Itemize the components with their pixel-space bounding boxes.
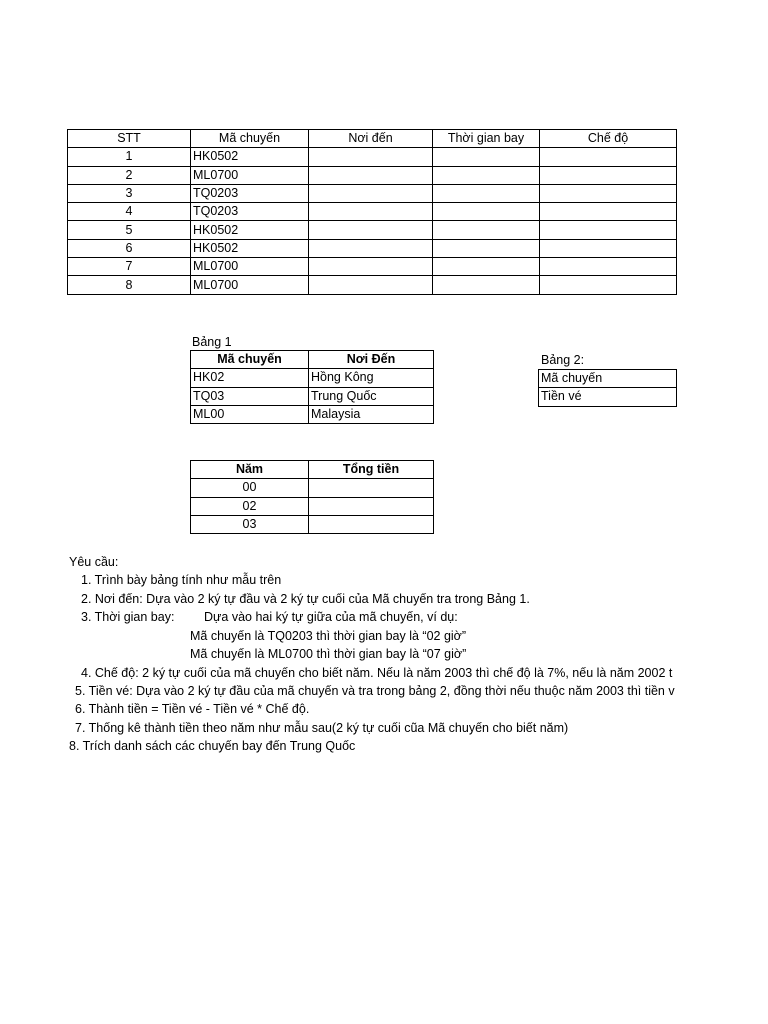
cell-stt: 3 bbox=[68, 184, 191, 202]
bang2-caption: Bảng 2: bbox=[541, 353, 585, 367]
cell-empty bbox=[433, 221, 540, 239]
cell-empty bbox=[540, 203, 677, 221]
cell-empty bbox=[540, 166, 677, 184]
summary-cell-year: 00 bbox=[191, 479, 309, 497]
bang2-cell-tien-ve: Tiền vé bbox=[539, 388, 677, 406]
bang1-caption: Bảng 1 bbox=[192, 335, 232, 349]
bang1-cell-destination: Hồng Kông bbox=[309, 369, 434, 387]
cell-empty bbox=[309, 515, 434, 533]
cell-empty bbox=[433, 166, 540, 184]
table-row bbox=[191, 369, 434, 387]
summary-header-row bbox=[191, 461, 434, 479]
table-row bbox=[191, 515, 434, 533]
bang1-header-noi-den: Nơi Đến bbox=[309, 351, 434, 369]
cell-ma-chuyen: ML0700 bbox=[191, 166, 309, 184]
table-row bbox=[68, 184, 677, 202]
bang1-table bbox=[190, 350, 434, 424]
cell-empty bbox=[540, 276, 677, 294]
bang1-cell-code: HK02 bbox=[191, 369, 309, 387]
cell-ma-chuyen: HK0502 bbox=[191, 221, 309, 239]
cell-empty bbox=[433, 203, 540, 221]
cell-stt: 7 bbox=[68, 258, 191, 276]
bang1-cell-destination: Malaysia bbox=[309, 405, 434, 423]
bang2-table bbox=[538, 369, 677, 407]
requirements-title: Yêu cầu: bbox=[69, 555, 119, 569]
requirement-item: 8. Trích danh sách các chuyến bay đến Trung Quốc bbox=[69, 739, 356, 753]
table-row bbox=[68, 276, 677, 294]
requirement-item: 3. Thời gian bay: bbox=[81, 610, 175, 624]
requirement-detail: Mã chuyến là TQ0203 thì thời gian bay là “02 giờ” bbox=[190, 629, 467, 643]
header-noi-den: Nơi đến bbox=[309, 130, 433, 148]
cell-empty bbox=[309, 203, 433, 221]
cell-ma-chuyen: HK0502 bbox=[191, 148, 309, 166]
cell-empty bbox=[309, 497, 434, 515]
cell-stt: 4 bbox=[68, 203, 191, 221]
summary-cell-year: 03 bbox=[191, 515, 309, 533]
requirement-item: 4. Chế độ: 2 ký tự cuối của mã chuyến cho biết năm. Nếu là năm 2003 thì chế độ là 7%, nếu là năm 2002 t bbox=[81, 666, 673, 680]
summary-header-tong-tien: Tổng tiền bbox=[309, 461, 434, 479]
cell-empty bbox=[433, 258, 540, 276]
table-row bbox=[191, 497, 434, 515]
cell-empty bbox=[309, 479, 434, 497]
header-che-do: Chế độ bbox=[540, 130, 677, 148]
cell-empty bbox=[433, 148, 540, 166]
bang1-header-row bbox=[191, 351, 434, 369]
requirement-item: 7. Thống kê thành tiền theo năm như mẫu sau(2 ký tự cuối cũa Mã chuyến cho biết năm) bbox=[75, 721, 569, 735]
table-row bbox=[191, 405, 434, 423]
main-table-header-row bbox=[68, 130, 677, 148]
bang2-cell-ma-chuyen: Mã chuyến bbox=[539, 370, 677, 388]
bang1-cell-destination: Trung Quốc bbox=[309, 387, 434, 405]
requirement-item: 1. Trình bày bảng tính như mẫu trên bbox=[81, 573, 282, 587]
cell-ma-chuyen: ML0700 bbox=[191, 276, 309, 294]
cell-ma-chuyen: ML0700 bbox=[191, 258, 309, 276]
table-row bbox=[539, 370, 677, 388]
table-row bbox=[68, 203, 677, 221]
cell-empty bbox=[309, 148, 433, 166]
cell-ma-chuyen: TQ0203 bbox=[191, 203, 309, 221]
table-row bbox=[539, 388, 677, 406]
cell-stt: 6 bbox=[68, 239, 191, 257]
cell-empty bbox=[309, 184, 433, 202]
requirement-item: 2. Nơi đến: Dựa vào 2 ký tự đầu và 2 ký tự cuối của Mã chuyến tra trong Bảng 1. bbox=[81, 592, 530, 606]
table-row bbox=[68, 239, 677, 257]
table-row bbox=[68, 258, 677, 276]
cell-empty bbox=[309, 221, 433, 239]
header-stt: STT bbox=[68, 130, 191, 148]
cell-empty bbox=[309, 276, 433, 294]
cell-stt: 1 bbox=[68, 148, 191, 166]
summary-cell-year: 02 bbox=[191, 497, 309, 515]
cell-empty bbox=[433, 184, 540, 202]
header-thoi-gian-bay: Thời gian bay bbox=[433, 130, 540, 148]
cell-empty bbox=[540, 148, 677, 166]
cell-stt: 2 bbox=[68, 166, 191, 184]
bang1-cell-code: TQ03 bbox=[191, 387, 309, 405]
bang1-cell-code: ML00 bbox=[191, 405, 309, 423]
header-ma-chuyen: Mã chuyến bbox=[191, 130, 309, 148]
cell-empty bbox=[433, 239, 540, 257]
table-row bbox=[191, 387, 434, 405]
cell-empty bbox=[540, 258, 677, 276]
summary-table bbox=[190, 460, 434, 534]
requirement-item: 5. Tiền vé: Dựa vào 2 ký tự đầu của mã chuyến và tra trong bảng 2, đồng thời nếu thuộc năm 2003 thì tiền v bbox=[75, 684, 675, 698]
requirement-detail: Mã chuyến là ML0700 thì thời gian bay là “07 giờ” bbox=[190, 647, 467, 661]
table-row bbox=[191, 479, 434, 497]
summary-header-nam: Năm bbox=[191, 461, 309, 479]
table-row bbox=[68, 221, 677, 239]
bang1-header-ma-chuyen: Mã chuyến bbox=[191, 351, 309, 369]
cell-ma-chuyen: HK0502 bbox=[191, 239, 309, 257]
table-row bbox=[68, 148, 677, 166]
cell-empty bbox=[540, 221, 677, 239]
cell-ma-chuyen: TQ0203 bbox=[191, 184, 309, 202]
cell-stt: 5 bbox=[68, 221, 191, 239]
cell-empty bbox=[309, 239, 433, 257]
main-table bbox=[67, 129, 677, 295]
table-row bbox=[68, 166, 677, 184]
cell-empty bbox=[540, 184, 677, 202]
requirement-item: 6. Thành tiền = Tiền vé - Tiền vé * Chế độ. bbox=[75, 702, 310, 716]
requirement-detail: Dựa vào hai ký tự giữa của mã chuyến, ví dụ: bbox=[204, 610, 458, 624]
cell-stt: 8 bbox=[68, 276, 191, 294]
cell-empty bbox=[309, 166, 433, 184]
cell-empty bbox=[540, 239, 677, 257]
cell-empty bbox=[309, 258, 433, 276]
cell-empty bbox=[433, 276, 540, 294]
